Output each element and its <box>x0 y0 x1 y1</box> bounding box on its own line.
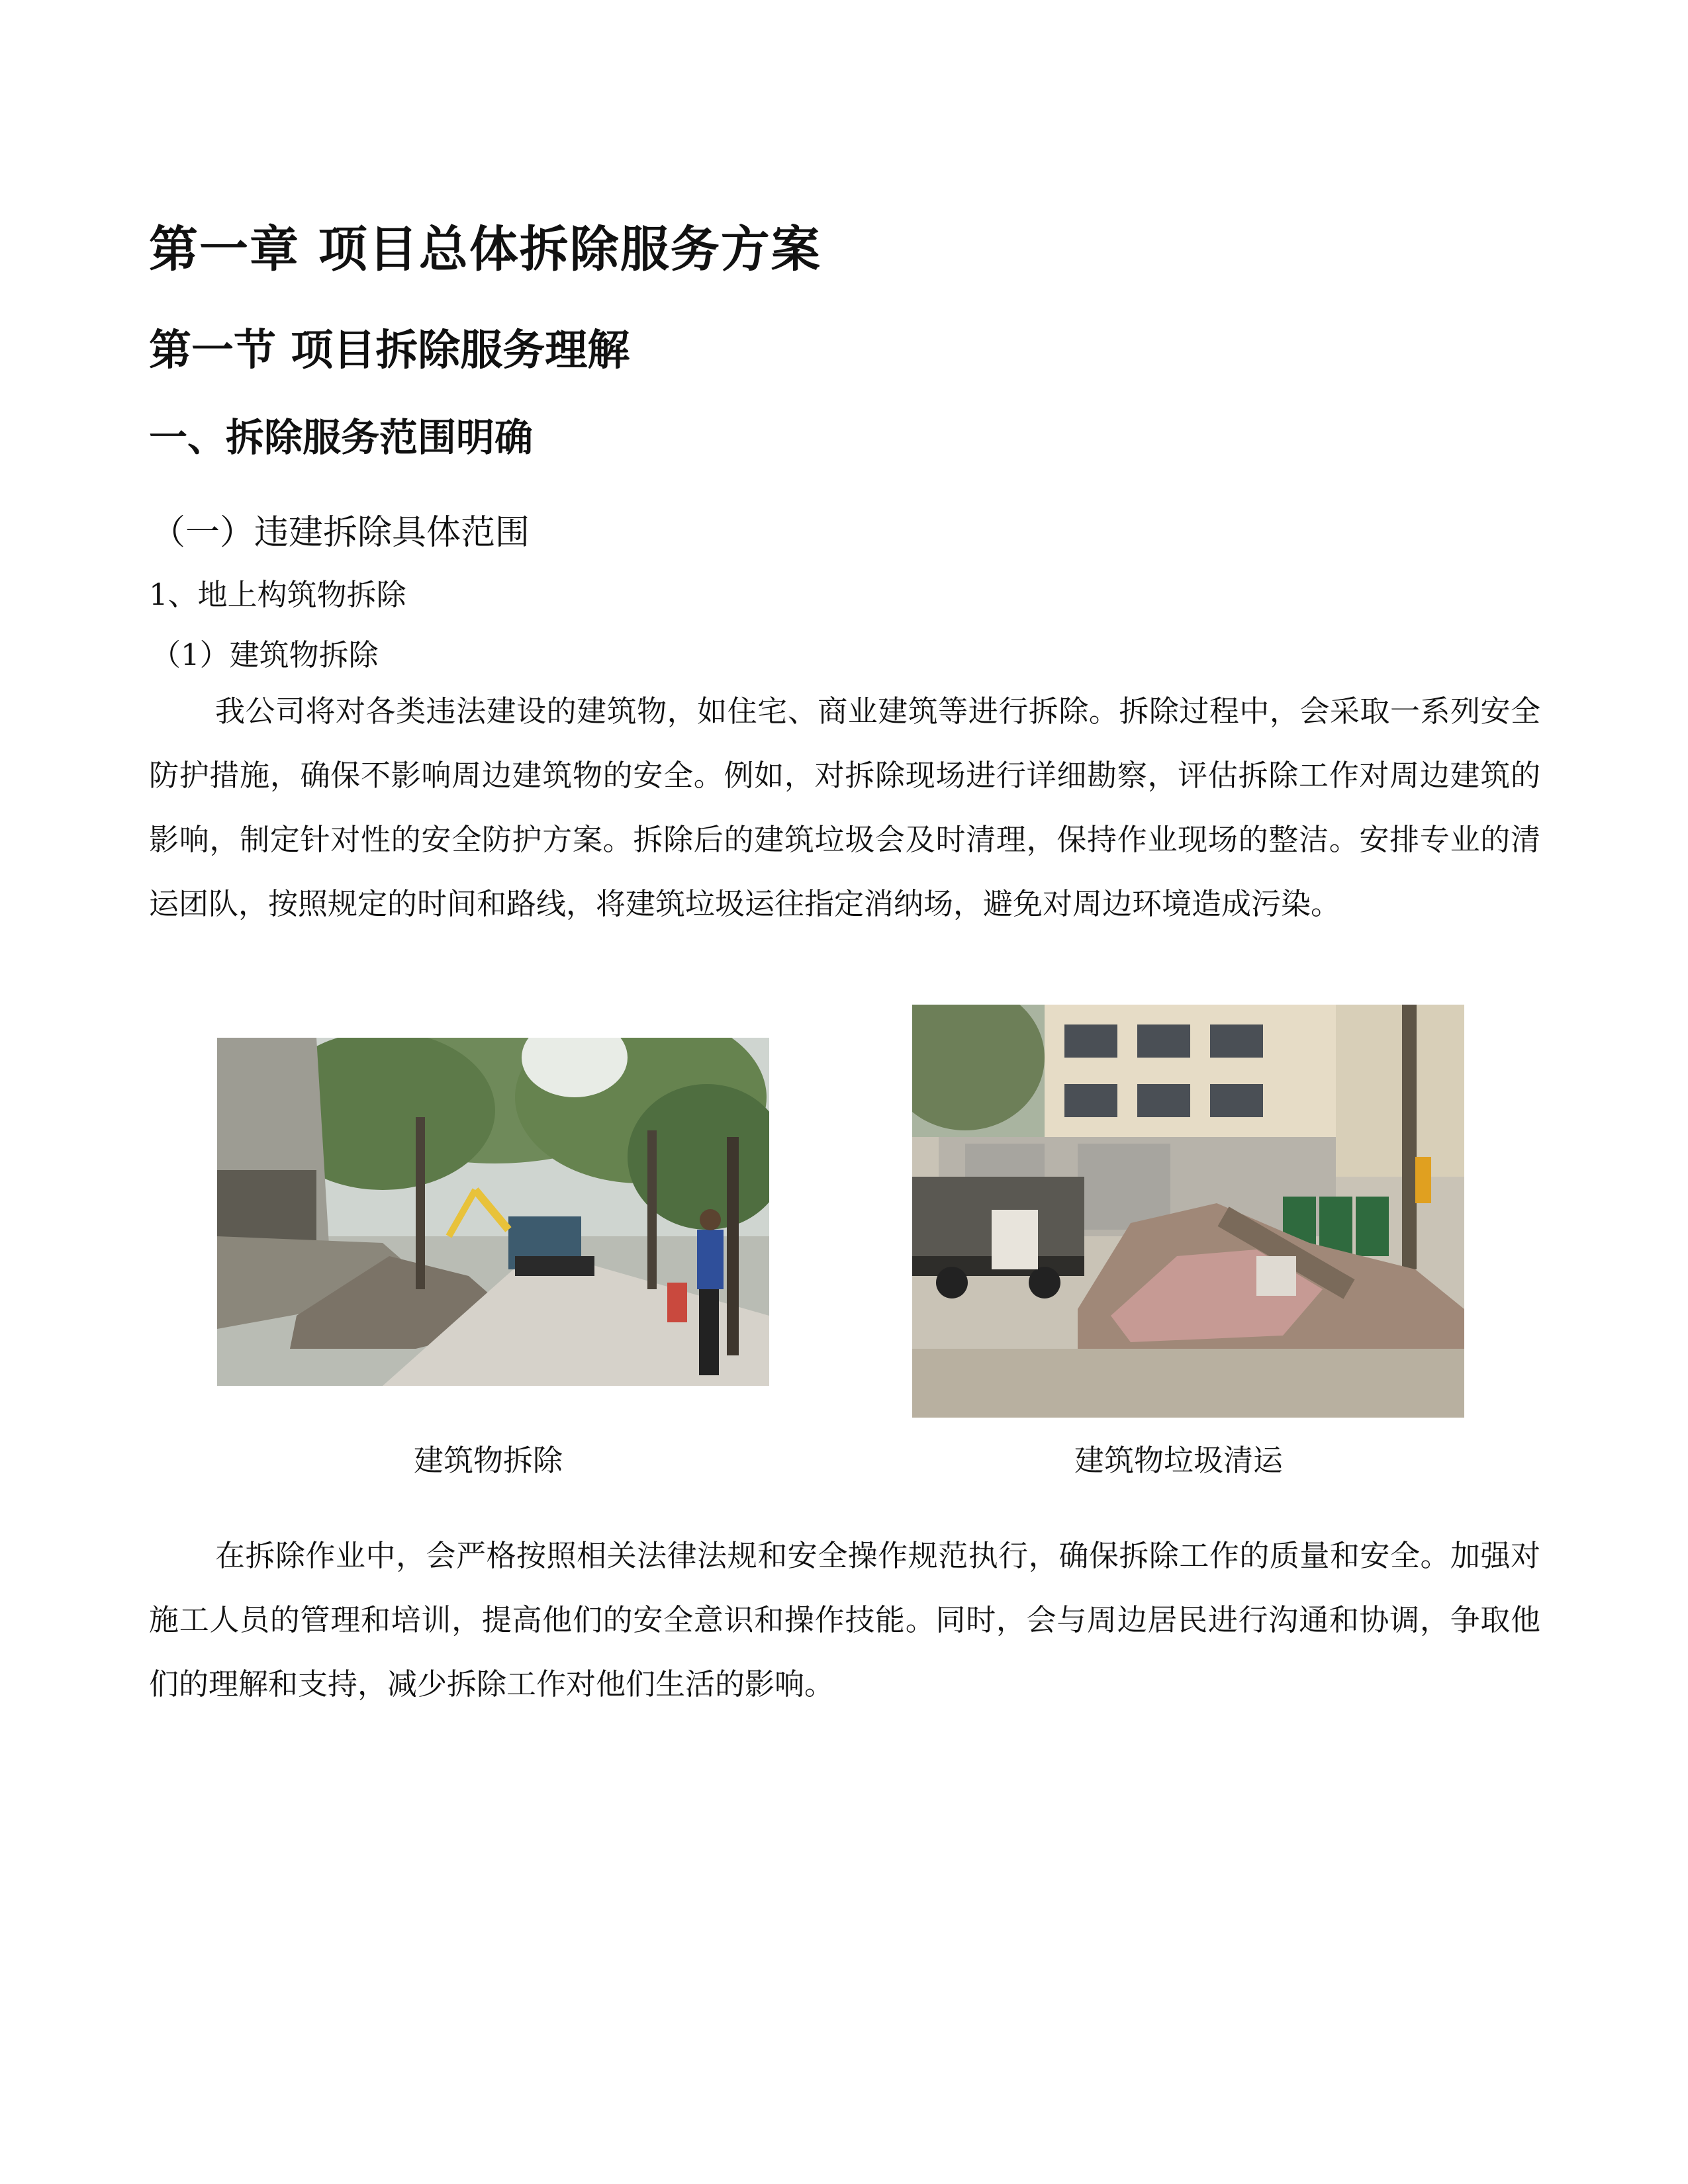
section-title: 第一节 项目拆除服务理解 <box>149 326 630 375</box>
debris-removal-photo <box>912 1005 1464 1418</box>
subsection-title: 一、拆除服务范围明确 <box>149 415 534 460</box>
figure-caption-1: 建筑物拆除 <box>414 1443 563 1478</box>
paragraph-1: 我公司将对各类违法建设的建筑物，如住宅、商业建筑等进行拆除。拆除过程中，会采取一系列安全防护措施，确保不影响周边建筑物的安全。例如，对拆除现场进行详细勘察，评估拆除工作对周边建筑的影响，制定针对性的安全防护方案。拆除后的建筑垃圾会及时清理，保持作业现场的整洁。安排专业的清运团队，按照规定的时间和路线，将建筑垃圾运往指定消纳场，避免对周边环境造成污染。 <box>149 694 1540 921</box>
chapter-title: 第一章 项目总体拆除服务方案 <box>149 221 821 278</box>
subitem-title: （1）建筑物拆除 <box>151 637 379 672</box>
figure-caption-2: 建筑物垃圾清运 <box>1074 1443 1284 1478</box>
paragraph-2: 在拆除作业中，会严格按照相关法律法规和安全操作规范执行，确保拆除工作的质量和安全。加强对施工人员的管理和培训，提高他们的安全意识和操作技能。同时，会与周边居民进行沟通和协调，争取他们的理解和支持，减少拆除工作对他们生活的影响。 <box>149 1538 1540 1702</box>
part-title: （一）违建拆除具体范围 <box>151 513 530 553</box>
item-title: 1、地上构筑物拆除 <box>149 577 406 612</box>
demolition-photo <box>217 1038 769 1386</box>
